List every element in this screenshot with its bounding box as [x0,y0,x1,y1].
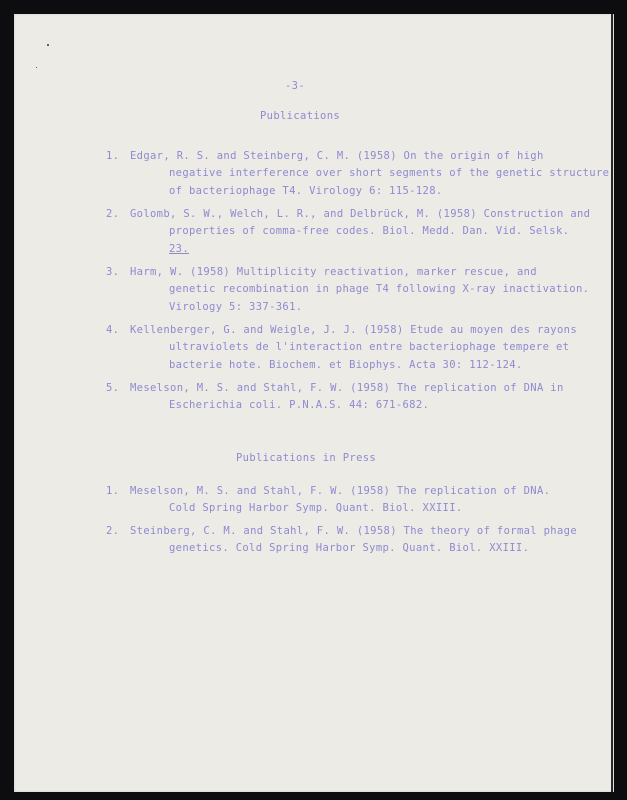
page-edge-line [611,14,613,792]
in-press-line: genetics. Cold Spring Harbor Symp. Quant. Biol. XXIII. [169,542,530,554]
publication-number: 4. [106,324,120,336]
publication-number: 2. [106,208,120,220]
in-press-line: Cold Spring Harbor Symp. Quant. Biol. XXIII. [169,502,463,514]
dust-speck [36,67,37,68]
publication-number: 1. [106,150,120,162]
publication-line: genetic recombination in phage T4 following X-ray inactivation. [169,283,590,295]
dust-speck [47,44,49,46]
publications-heading: Publications [260,110,341,122]
publication-line: Harm, W. (1958) Multiplicity reactivation, marker rescue, and [130,266,537,278]
in-press-number: 2. [106,525,120,537]
publication-number: 5. [106,382,120,394]
publication-line: negative interference over short segments of the genetic structure [169,167,610,179]
publication-line: Golomb, S. W., Welch, L. R., and Delbrück, M. (1958) Construction and [130,208,591,220]
publication-line: properties of comma-free codes. Biol. Medd. Dan. Vid. Selsk. [169,225,570,237]
in-press-line: Meselson, M. S. and Stahl, F. W. (1958) The replication of DNA. [130,485,551,497]
in-press-number: 1. [106,485,120,497]
publication-line: Edgar, R. S. and Steinberg, C. M. (1958) On the origin of high [130,150,544,162]
publication-line: Kellenberger, G. and Weigle, J. J. (1958) Etude au moyen des rayons [130,324,577,336]
publication-line: of bacteriophage T4. Virology 6: 115-128. [169,185,443,197]
page-number: -3- [285,80,306,92]
publication-line: Escherichia coli. P.N.A.S. 44: 671-682. [169,399,430,411]
publication-line: bacterie hote. Biochem. et Biophys. Acta 30: 112-124. [169,359,523,371]
publication-line: ultraviolets de l'interaction entre bacteriophage tempere et [169,341,570,353]
in-press-line: Steinberg, C. M. and Stahl, F. W. (1958) The theory of formal phage [130,525,577,537]
publication-line: Virology 5: 337-361. [169,301,303,313]
publication-line: Meselson, M. S. and Stahl, F. W. (1958) The replication of DNA in [130,382,564,394]
publication-number: 3. [106,266,120,278]
publication-line: 23. [169,243,190,255]
in-press-heading: Publications in Press [236,452,377,464]
document-page [14,14,614,792]
